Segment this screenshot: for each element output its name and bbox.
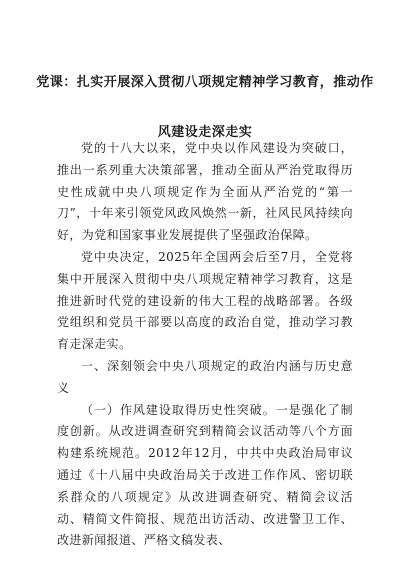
document-title-line-2: 风建设走深走实	[157, 125, 253, 140]
section-heading-1: 一、深刻领会中央八项规定的政治内涵与历史意义	[57, 358, 353, 395]
paragraph-3: （一）作风建设取得历史性突破。一是强化了制度创新。从改进调查研究到精简会议活动等八个方面构建系统规范。2012年12月，中共中央政治局审议通过《十八届中央政治局关于改进工作作风、密切联系群众的八项规定》从改进调查研究、精简会议活动、精简文件简报、规范出访活动、改进警卫工作、改进新闻报道、严格文稿发表、	[57, 402, 353, 548]
paragraph-2: 党中央决定，2025年全国两会后至7月，全党将集中开展深入贯彻中央八项规定精神学习教育，这是推进新时代党的建设新的伟大工程的战略部署。各级党组织和党员干部要以高度的政治自觉，推动学习教育走深走实。	[57, 249, 353, 352]
paragraph-1: 党的十八大以来，党中央以作风建设为突破口，推出一系列重大决策部署，推动全面从严治党取得历史性成就中央八项规定作为全面从严治党的“第一刀”，十年来引领党风政风焕然一新，社风民风持续向好，为党和国家事业发展提供了坚强政治保障。	[57, 141, 353, 243]
document-body	[57, 138, 353, 552]
document-title-line-1: 党课：扎实开展深入贯彻八项规定精神学习教育，推动作	[36, 75, 374, 90]
